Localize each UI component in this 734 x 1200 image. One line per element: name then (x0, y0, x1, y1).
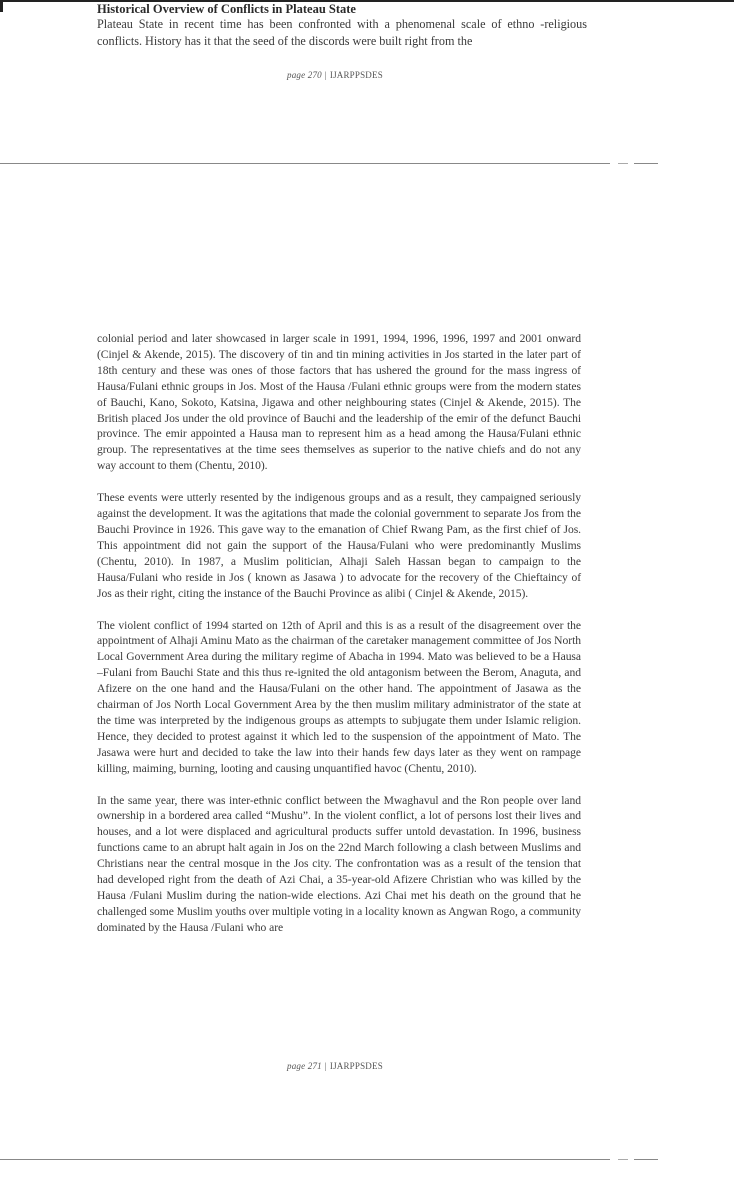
paragraph: These events were utterly resented by the indigenous groups and as a result, they campaigned seriously against the development. It was the agitations that made the colonial government to separate Jos from the Bauchi Province in 1926. This gave way to the emanation of Chief Rwang Pam, as the first chief of Jos. This appointment did not gain the support of the Hausa/Fulani who were predominantly Muslims (Chentu, 2010). In 1987, a Muslim politician, Alhaji Saleh Hassan began to campaign to the Hausa/Fulani who reside in Jos ( known as Jasawa ) to advocate for the recovery of the Chieftaincy of Jos as their right, citing the instance of the Bauchi Province as alibi ( Cinjel & Akende, 2015). (97, 491, 581, 600)
page-271-content (97, 331, 581, 952)
footer-separator: | (324, 70, 327, 80)
paragraph: colonial period and later showcased in larger scale in 1991, 1994, 1996, 1996, 1997 and 2001 onward (Cinjel & Akende, 2015). The discovery of tin and tin mining activities in Jos started in the later part of 18th century and these was ones of those factors that has ushered the ground for the mass ingress of Hausa/Fulani ethnic groups in Jos. Most of the Hausa /Fulani ethnic groups were from the modern states of Bauchi, Kano, Sokoto, Katsina, Jigawa and other neighbouring states (Cinjel & Akende, 2015). The British placed Jos under the old province of Bauchi and the leadership of the emir of the defunct Bauchi province. The emir appointed a Hausa man to represent him as a head among the Hausa/Fulani ethnic group. The representatives at the time sees themselves as superior to the native chiefs and do not any way account to them (Chentu, 2010). (97, 332, 581, 473)
page-divider-segment (618, 163, 628, 164)
page-footer-271 (287, 1061, 383, 1071)
page-divider-segment (634, 1159, 658, 1160)
footer-separator: | (324, 1061, 327, 1071)
top-border-corner (0, 0, 3, 12)
page-number: page 270 (287, 70, 322, 80)
journal-name: IJARPPSDES (329, 70, 383, 80)
intro-paragraph: Plateau State in recent time has been confronted with a phenomenal scale of ethno -religious conflicts. History has it that the seed of the discords were built right from the (97, 17, 587, 48)
page-divider-segment (618, 1159, 628, 1160)
paragraph: The violent conflict of 1994 started on 12th of April and this is as a result of the disagreement over the appointment of Alhaji Aminu Mato as the chairman of the caretaker management committee of Jos North Local Government Area during the military regime of Abacha in 1994. Mato was believed to be a Hausa –Fulani from Bauchi State and this thus re-ignited the old antagonism between the Berom, Anaguta, and Afizere on the one hand and the Hausa/Fulani on the other hand. The appointment of Jasawa as the chairman of Jos North Local Government Area by the then muslim military administrator of the state at the time was interpreted by the indigenous groups as attempts to subjugate them under Islamic religion. Hence, they decided to protest against it which led to the suspension of the appointment of Mato. The Jasawa were hurt and decided to take the law into their hands few days later as they went on rampage killing, maiming, burning, looting and causing unquantified havoc (Chentu, 2010). (97, 618, 581, 775)
page-footer-270 (287, 70, 383, 80)
page-divider-segment (634, 163, 658, 164)
page-divider (0, 1159, 610, 1160)
page-divider (0, 163, 610, 164)
paragraph: In the same year, there was inter-ethnic conflict between the Mwaghavul and the Ron people over land ownership in a bordered area called “Mushu”. In the violent conflict, a lot of persons lost their lives and houses, and a lot were displaced and agricultural products suffer untold devastation. In 1996, business functions came to an abrupt halt again in Jos on the 22nd March following a clash between Muslims and Christians near the central mosque in the Jos city. The confrontation was as a result of the tension that had developed right from the death of Azi Chai, a 35-year-old Afizere Christian who was killed by the Hausa /Fulani Muslim during the nation-wide elections. Azi Chai met his death on the ground that he challenged some Muslim youths over multiple voting in a locality known as Angwan Rogo, a community dominated by the Hausa /Fulani who are (97, 793, 581, 934)
journal-name: IJARPPSDES (329, 1061, 383, 1071)
page-270-content (97, 2, 587, 50)
section-heading: Historical Overview of Conflicts in Plateau State (97, 2, 356, 16)
page-number: page 271 (287, 1061, 322, 1071)
